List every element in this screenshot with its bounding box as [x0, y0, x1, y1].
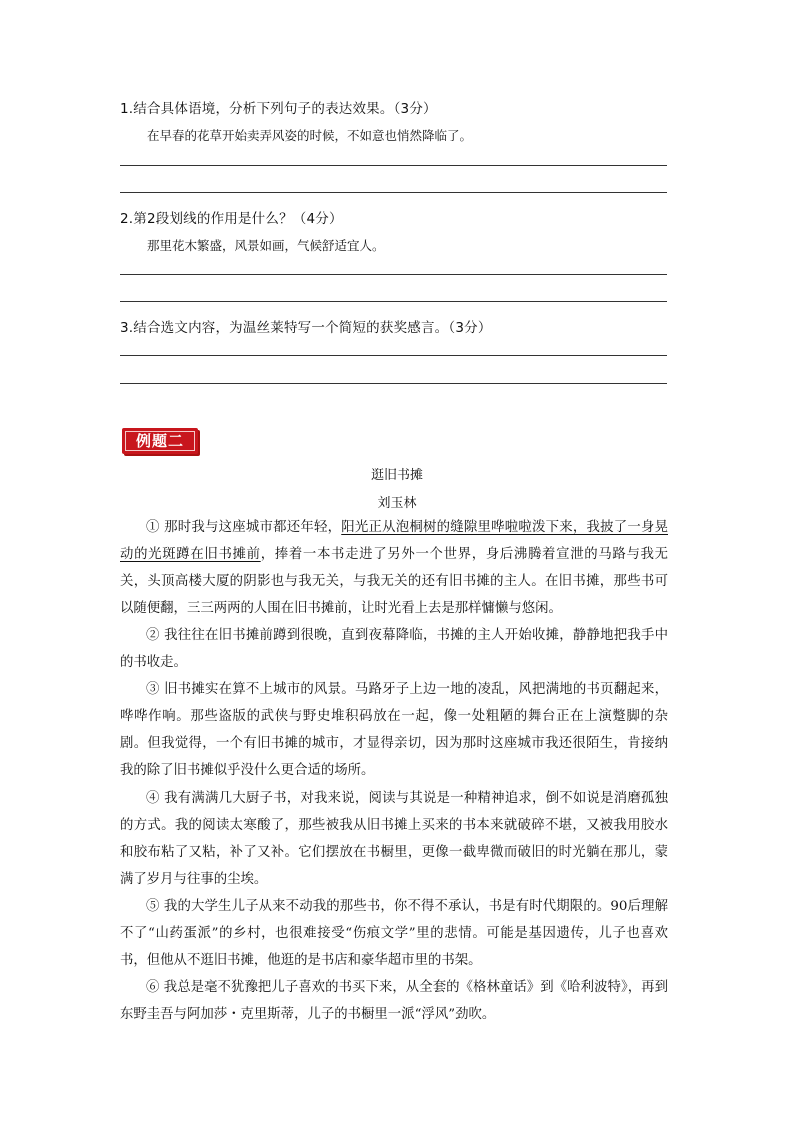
answer-line[interactable]	[120, 192, 667, 193]
example-badge	[122, 428, 198, 454]
question-3-title: 3.结合选文内容，为温丝莱特写一个简短的获奖感言。（3分）	[120, 320, 492, 336]
example-badge-label: 例题二	[125, 431, 195, 451]
article-paragraph-5: ⑤ 我的大学生儿子从来不动我的那些书，你不得不承认，书是有时代期限的。90后理解不了“山药蛋派”的乡村，也很难接受“伤痕文学”里的悲情。可能是基因遗传，儿子也喜欢书，但他从不逛旧书摊，他逛的是书店和豪华超市里的书架。	[120, 899, 668, 968]
article-author: 刘玉林	[377, 496, 417, 511]
article-paragraph-1	[120, 514, 668, 622]
answer-line[interactable]	[120, 301, 667, 302]
paragraph-1-start: ① 那时我与这座城市都还年轻，	[146, 520, 342, 535]
article-title: 逛旧书摊	[370, 468, 423, 483]
answer-line[interactable]	[120, 383, 667, 384]
answer-line[interactable]	[120, 355, 667, 356]
article-paragraph-3: ③ 旧书摊实在算不上城市的风景。马路牙子上边一地的凌乱，风把满地的书页翻起来，哗哗作响。那些盗版的武侠与野史堆积码放在一起，像一处粗陋的舞台正在上演蹩脚的杂剧。但我觉得，一个有旧书摊的城市，才显得亲切，因为那时这座城市我还很陌生，肯接纳我的除了旧书摊似乎没什么更合适的场所。	[120, 682, 668, 778]
question-2-title: 2.第2段划线的作用是什么？（4分）	[120, 211, 343, 227]
paragraph-1-end: ，捧着一本书走进了另外一个世界，身后沸腾着宣泄的马路与我无关，头顶高楼大厦的阴影也与我无关，与我无关的还有旧书摊的主人。在旧书摊，那些书可以随便翻，三三两两的人围在旧书摊前，让时光看上去是那样慵懒与悠闲。	[120, 547, 668, 616]
article-paragraph-6: ⑥ 我总是毫不犹豫把儿子喜欢的书买下来，从全套的《格林童话》到《哈利波特》，再到东野圭吾与阿加莎・克里斯蒂，儿子的书橱里一派“浮风”劲吹。	[120, 980, 668, 1022]
article-paragraph-2: ② 我往往在旧书摊前蹲到很晚，直到夜幕降临，书摊的主人开始收摊，静静地把我手中的书收走。	[120, 628, 668, 670]
article-paragraph-4: ④ 我有满满几大厨子书，对我来说，阅读与其说是一种精神追求，倒不如说是消磨孤独的方式。我的阅读太寒酸了，那些被我从旧书摊上买来的书本来就破碎不堪，又被我用胶水和胶布粘了又粘，补了又补。它们摆放在书橱里，更像一截卑微而破旧的时光躺在那儿，蒙满了岁月与往事的尘埃。	[120, 791, 668, 887]
question-2-quote: 那里花木繁盛，风景如画，气候舒适宜人。	[147, 238, 385, 253]
question-1-quote: 在早春的花草开始卖弄风姿的时候，不如意也悄然降临了。	[147, 128, 473, 143]
question-1-title: 1.结合具体语境，分析下列句子的表达效果。（3分）	[120, 101, 437, 117]
answer-line[interactable]	[120, 165, 667, 166]
answer-line[interactable]	[120, 274, 667, 275]
underlined-sentence: 阳光正从泡桐树的缝隙里哗啦啦泼下来，我披了一身晃动的光斑蹲在旧书摊前	[120, 520, 668, 562]
